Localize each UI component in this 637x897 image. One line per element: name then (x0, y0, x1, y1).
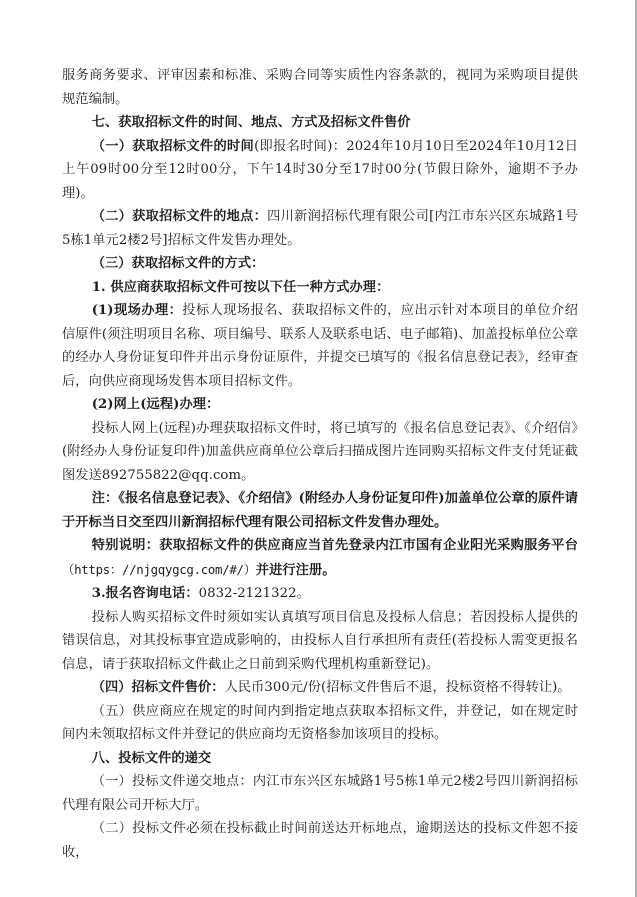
paragraph (62, 393, 578, 417)
text-run: 1. 供应商获取招标文件可按以下任一种方式办理： (91, 279, 390, 295)
paragraph (62, 276, 578, 300)
paragraph (62, 770, 578, 817)
paragraph (62, 582, 578, 606)
text-run: （二）获取招标文件的地点： (91, 209, 268, 224)
text-run: (2)网上(远程)办理： (91, 397, 220, 412)
paragraph (62, 205, 578, 252)
paragraph (62, 135, 578, 206)
paragraph (62, 252, 578, 276)
paragraph (62, 700, 578, 747)
paragraph (62, 676, 578, 700)
text-run: 特别说明：获取招标文件的供应商应当首先登录内江市国有企业阳光采购服务平台 (91, 538, 578, 553)
text-run: 四川新润招标代理有限公司[内江市东兴区东城路1号5栋1单元2楼2号]招标文件发售办理处。 (62, 209, 578, 248)
paragraph (62, 111, 578, 135)
paragraph (62, 747, 578, 771)
text-run: （https：//njgqygcg.com/#/） (62, 561, 256, 577)
text-run: （四）招标文件售价： (91, 680, 225, 695)
text-run: （一）投标文件递交地点：内江市东兴区东城路1号5栋1单元2楼2号四川新润招标代理有限公司开标大厅。 (62, 774, 578, 813)
text-run: 投标人购买招标文件时须如实认真填写项目信息及投标人信息；若因投标人提供的错误信息，对其投标事宜造成影响的，由投标人自行承担所有责任(若投标人需变更报名信息，请于获取招标文件截止之日前到采购代理机构重新登记)。 (62, 609, 578, 672)
text-run: 七、获取招标文件的时间、地点、方式及招标文件售价 (91, 115, 411, 130)
text-run: (即报名时间)：2024年10月10日至2024年10月12日上午09时00分至12时00分，下午14时30分至17时00分(节假日除外，逾期不予办理)。 (62, 138, 578, 201)
text-run: 人民币300元/份(招标文件售后不退，投标资格不得转让)。 (224, 680, 571, 695)
text-run: 注：《报名信息登记表》、《介绍信》(附经办人身份证复印件)加盖单位公章的原件请于开标当日交至四川新润招标代理有限公司招标文件发售办理处。 (62, 491, 578, 530)
paragraph (62, 817, 578, 864)
paragraph (62, 487, 578, 534)
text-run: 并进行注册。 (255, 562, 336, 578)
text-run: （三）获取招标文件的方式： (91, 256, 265, 271)
paragraph (62, 417, 578, 488)
paragraph (62, 64, 578, 111)
text-run: 投标人网上(远程)办理获取招标文件时，将已填写的《报名信息登记表》、《介绍信》(附经办人身份证复印件)加盖供应商单位公章后扫描成图片连同购买招标文件支付凭证截图发送892755822@qq.com。 (62, 420, 578, 483)
text-run: 八、投标文件的递交 (91, 750, 212, 766)
text-run: （五）供应商应在规定的时间内到指定地点获取本招标文件，并登记，如在规定时间内未领取招标文件并登记的供应商均无资格参加该项目的投标。 (62, 703, 578, 742)
text-run: 投标人现场报名、获取招标文件的，应出示针对本项目的单位介绍信原件(须注明项目名称、项目编号、联系人及联系电话、电子邮箱)、加盖投标单位公章的经办人身份证复印件并出示身份证原件，并提交已填写的《报名信息登记表》，经审查后，向供应商现场发售本项目招标文件。 (62, 303, 578, 389)
text-run: 3.报名咨询电话： (91, 586, 199, 601)
text-run: (1)现场办理： (91, 303, 183, 318)
paragraph (62, 606, 578, 677)
text-run: 服务商务要求、评审因素和标准、采购合同等实质性内容条款的，视同为采购项目提供规范编制。 (62, 68, 578, 107)
paragraph (62, 299, 578, 393)
text-run: （二）投标文件必须在投标截止时间前送达开标地点，逾期送达的投标文件恕不接收， (62, 821, 578, 860)
document-body (62, 64, 578, 864)
text-run: 0832-2121322。 (198, 586, 310, 601)
paragraph (62, 534, 578, 582)
text-run: （一）获取招标文件的时间 (91, 138, 255, 154)
